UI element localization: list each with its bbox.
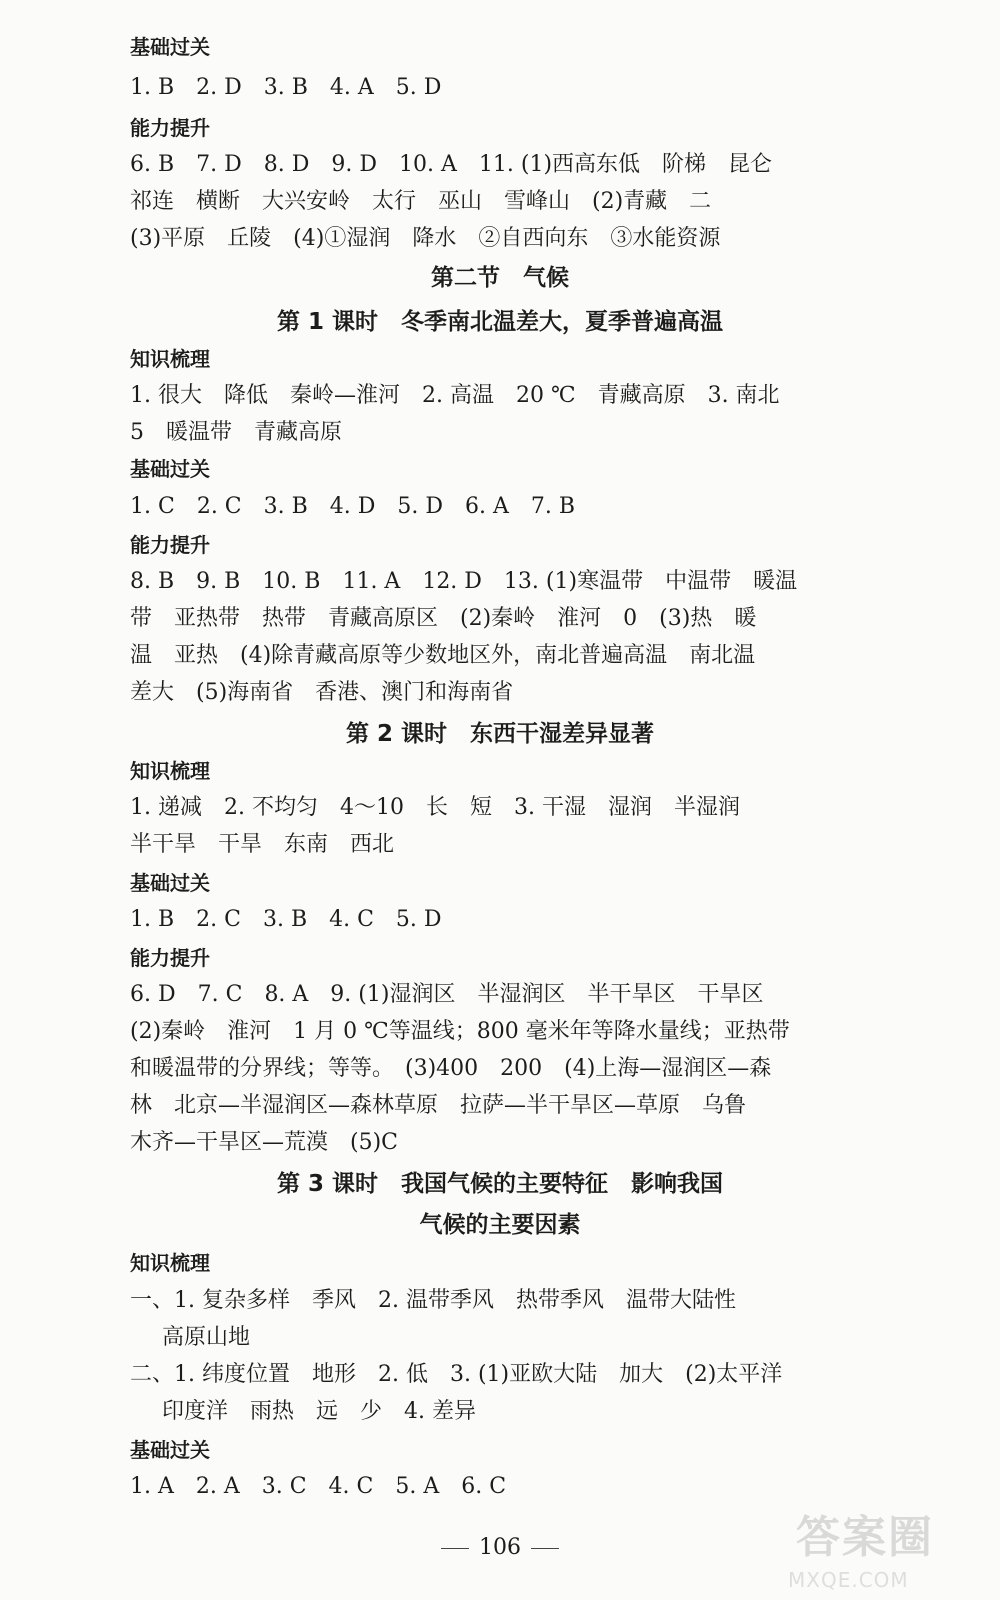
lesson-title-cont: 气候的主要因素	[419, 1212, 581, 1238]
answer-line: 差大 (5)海南省 香港、澳门和海南省	[130, 680, 514, 705]
answer-line: 木齐—干旱区—荒漠 (5)C	[130, 1130, 398, 1155]
answer-line: (3)平原 丘陵 (4)①湿润 降水 ②自西向东 ③水能资源	[130, 226, 721, 251]
chapter-title: 第二节 气候	[431, 265, 569, 291]
answer-line: 祁连 横断 大兴安岭 太行 巫山 雪峰山 (2)青藏 二	[130, 189, 712, 214]
answer-line: 1. C 2. C 3. B 4. D 5. D 6. A 7. B	[130, 494, 576, 519]
answer-line: 高原山地	[162, 1325, 251, 1350]
answer-line: 1. A 2. A 3. C 4. C 5. A 6. C	[130, 1474, 507, 1499]
section-heading: 知识梳理	[130, 759, 210, 783]
lesson-title: 第 2 课时 东西干湿差异显著	[345, 721, 655, 747]
answer-line: 林 北京—半湿润区—森林草原 拉萨—半干旱区—草原 乌鲁	[130, 1093, 747, 1118]
answer-line: 6. D 7. C 8. A 9. (1)湿润区 半湿润区 半干旱区 干旱区	[130, 982, 764, 1007]
answer-line: 二、1. 纬度位置 地形 2. 低 3. (1)亚欧大陆 加大 (2)太平洋	[130, 1362, 783, 1387]
answer-line: 8. B 9. B 10. B 11. A 12. D 13. (1)寒温带 中温带 暖温	[130, 569, 798, 594]
answer-line: 印度洋 雨热 远 少 4. 差异	[162, 1399, 476, 1424]
footer-dash-left	[441, 1548, 469, 1549]
section-heading: 能力提升	[130, 533, 210, 557]
section-heading: 知识梳理	[130, 347, 210, 371]
page-number: 106	[479, 1535, 521, 1560]
section-heading: 基础过关	[130, 1438, 210, 1462]
answer-line: 和暖温带的分界线；等等。 (3)400 200 (4)上海—湿润区—森	[130, 1056, 772, 1081]
watermark-url: MXQE.COM	[788, 1568, 909, 1592]
footer-dash-right	[531, 1548, 559, 1549]
section-heading: 知识梳理	[130, 1251, 210, 1275]
section-heading: 基础过关	[130, 457, 210, 481]
lesson-title: 第 3 课时 我国气候的主要特征 影响我国	[276, 1171, 724, 1197]
answer-line: 5 暖温带 青藏高原	[130, 420, 342, 445]
answer-line: 温 亚热 (4)除青藏高原等少数地区外，南北普遍高温 南北温	[130, 643, 756, 668]
answer-line: 1. 很大 降低 秦岭—淮河 2. 高温 20 ℃ 青藏高原 3. 南北	[130, 383, 780, 408]
section-heading: 能力提升	[130, 116, 210, 140]
answer-line: 1. B 2. D 3. B 4. A 5. D	[130, 75, 442, 100]
answer-line: (2)秦岭 淮河 1 月 0 ℃等温线；800 毫米年等降水量线；亚热带	[130, 1019, 790, 1044]
lesson-title: 第 1 课时 冬季南北温差大，夏季普遍高温	[276, 309, 724, 335]
watermark-text: 答案圈	[796, 1512, 934, 1563]
answer-line: 带 亚热带 热带 青藏高原区 (2)秦岭 淮河 0 (3)热 暖	[130, 606, 757, 631]
section-heading: 基础过关	[130, 35, 210, 59]
answer-line: 半干旱 干旱 东南 西北	[130, 832, 395, 857]
section-heading: 能力提升	[130, 946, 210, 970]
answer-line: 一、1. 复杂多样 季风 2. 温带季风 热带季风 温带大陆性	[130, 1288, 736, 1313]
answer-line: 6. B 7. D 8. D 9. D 10. A 11. (1)西高东低 阶梯 昆仑	[130, 152, 773, 177]
watermark-logo	[778, 1497, 988, 1592]
section-heading: 基础过关	[130, 871, 210, 895]
answer-line: 1. B 2. C 3. B 4. C 5. D	[130, 907, 442, 932]
answer-line: 1. 递减 2. 不均匀 4～10 长 短 3. 干湿 湿润 半湿润	[130, 795, 740, 820]
